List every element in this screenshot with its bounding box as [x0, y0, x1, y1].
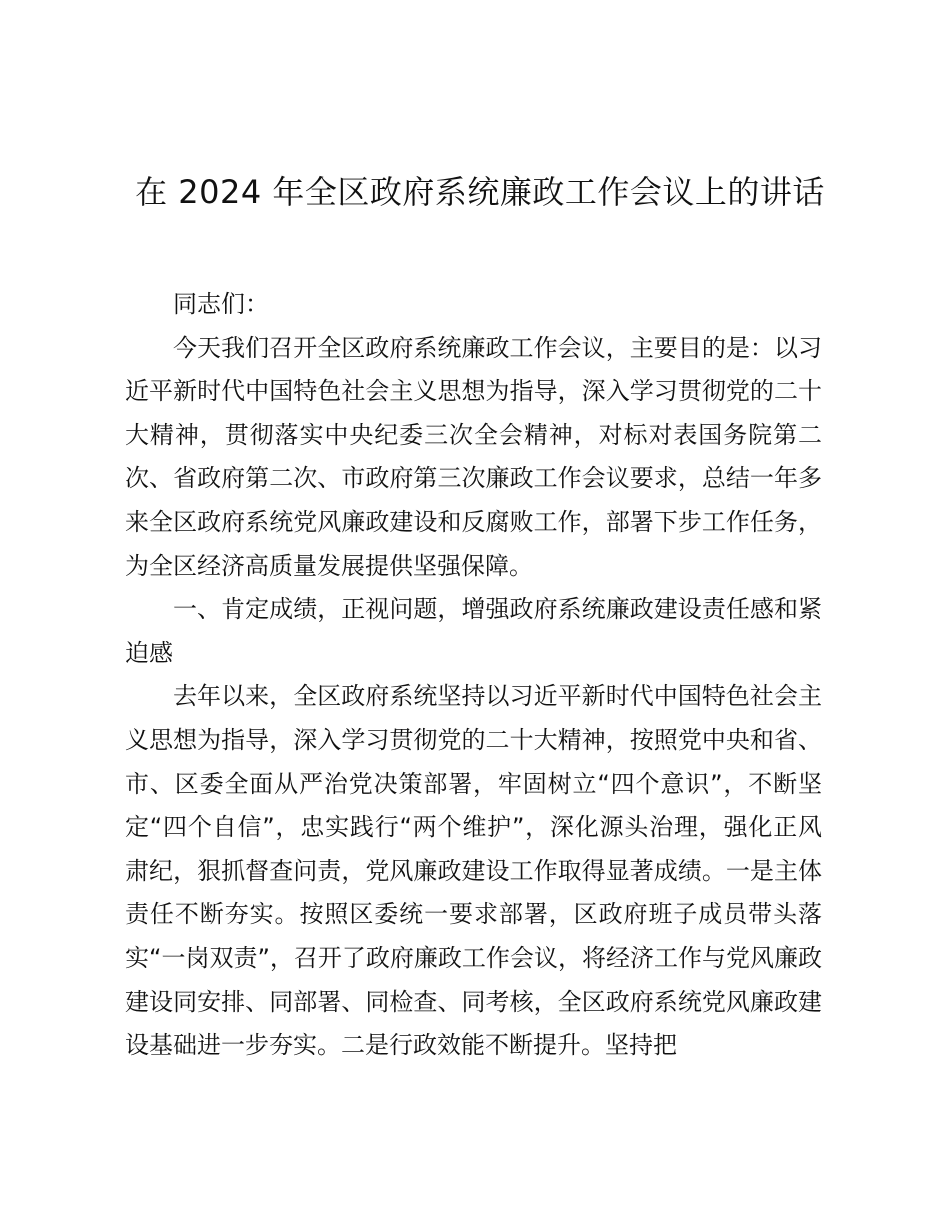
document-title: 在 2024 年全区政府系统廉政工作会议上的讲话 [135, 173, 825, 211]
section-heading: 一、肯定成绩，正视问题，增强政府系统廉政建设责任感和紧迫感 [125, 595, 822, 667]
document-body [125, 283, 822, 1068]
section-paragraph: 去年以来，全区政府系统坚持以习近平新时代中国特色社会主义思想为指导，深入学习贯彻党的二十大精神，按照党中央和省、市、区委全面从严治党决策部署，牢固树立“四个意识”，不断坚定“四个自信”，忠实践行“两个维护”，深化源头治理，强化正风肃纪，狠抓督查问责，党风廉政建设工作取得显著成绩。一是主体责任不断夯实。按照区委统一要求部署，区政府班子成员带头落实“一岗双责”，召开了政府廉政工作会议，将经济工作与党风廉政建设同安排、同部署、同检查、同考核，全区政府系统党风廉政建设基础进一步夯实。二是行政效能不断提升。坚持把 [125, 682, 822, 1060]
intro-paragraph: 今天我们召开全区政府系统廉政工作会议，主要目的是：以习近平新时代中国特色社会主义思想为指导，深入学习贯彻党的二十大精神，贯彻落实中央纪委三次全会精神，对标对表国务院第二次、省政府第二次、市政府第三次廉政工作会议要求，总结一年多来全区政府系统党风廉政建设和反腐败工作，部署下步工作任务，为全区经济高质量发展提供坚强保障。 [125, 333, 822, 580]
greeting: 同志们： [173, 290, 269, 318]
